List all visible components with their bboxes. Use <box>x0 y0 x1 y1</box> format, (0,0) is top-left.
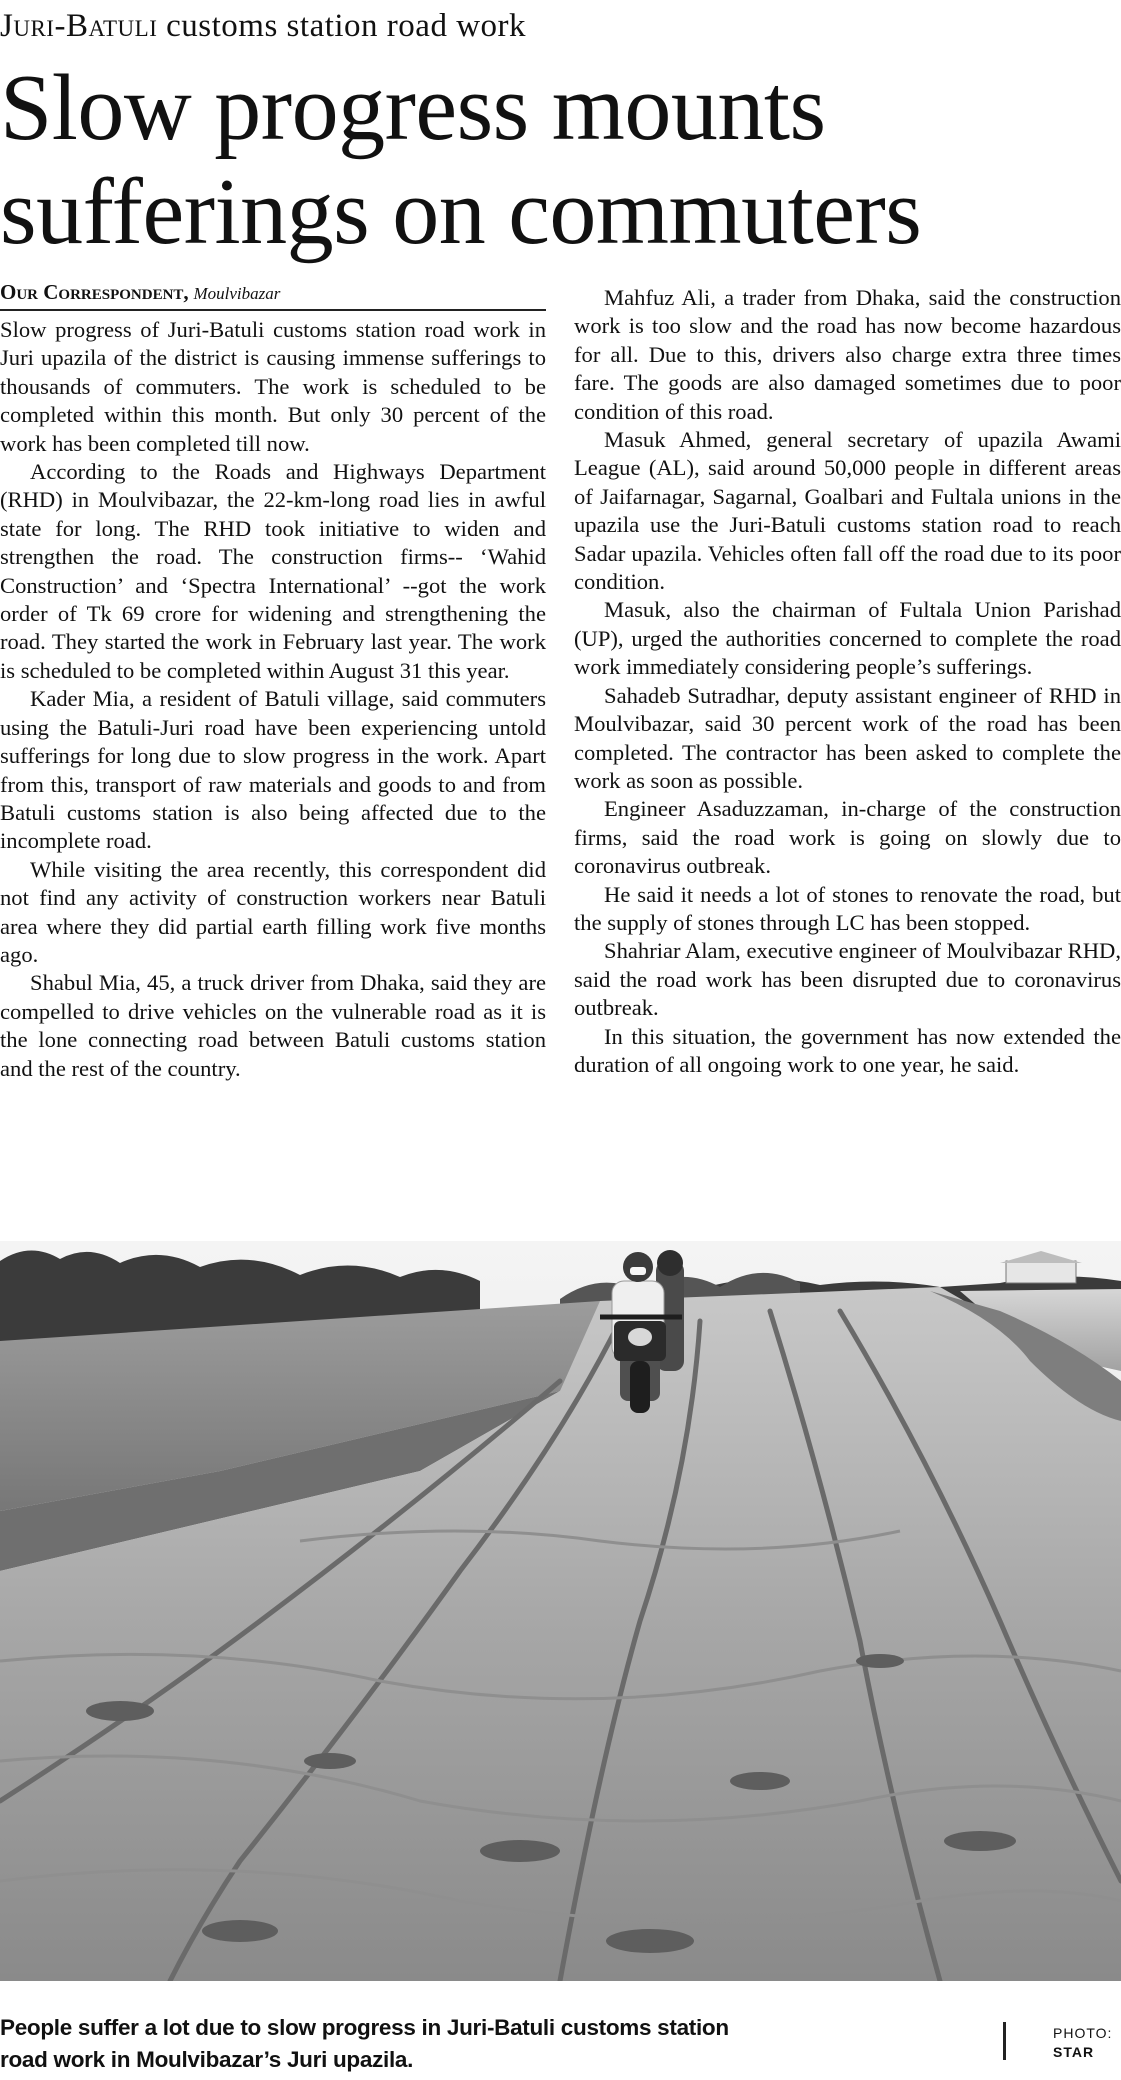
article-paragraph: In this situation, the government has now extended the duration of all ongoing work to one year, he said. <box>574 1023 1121 1077</box>
article-paragraph: Masuk, also the chairman of Fultala Union Parishad (UP), urged the authorities concerned to complete the road work immediately considering people’s sufferings. <box>574 597 1121 680</box>
kicker-lead: Juri-Batuli <box>0 8 158 44</box>
article-paragraph: While visiting the area recently, this correspondent did not find any activity of construction workers near Batuli area where they did partial earth filling work five months ago. <box>0 856 546 967</box>
road-scene-illustration <box>0 1241 1121 1981</box>
rear-rider-head <box>657 1250 683 1276</box>
article-column-left <box>0 316 546 1083</box>
byline-name: Our Correspondent, <box>0 280 189 304</box>
credit-agency: STAR <box>1053 2044 1095 2060</box>
article-paragraph: Mahfuz Ali, a trader from Dhaka, said the construction work is too slow and the road has now become hazardous for all. Due to this, drivers also charge extra three times fare. The goods are also damaged sometimes due to poor condition of this road. <box>574 285 1121 424</box>
caption-line-1: People suffer a lot due to slow progress in Juri-Batuli customs station <box>0 2015 729 2040</box>
photo-credit <box>1053 2024 1121 2062</box>
byline-rule <box>0 309 546 311</box>
motorcycle-headlight <box>628 1328 652 1346</box>
photo-caption <box>0 2012 800 2076</box>
credit-divider <box>1003 2022 1006 2060</box>
article-paragraph: Kader Mia, a resident of Batuli village, said commuters using the Batuli-Juri road have been experiencing untold sufferings for long due to slow progress in the work. Apart from this, transport of raw materials and goods to and from Batuli customs station is also being affected due to the incomplete road. <box>0 686 546 854</box>
byline-place: Moulvibazar <box>193 284 281 303</box>
article-paragraph: Masuk Ahmed, general secretary of upazila Awami League (AL), said around 50,000 people in different areas of Jaifarnagar, Sagarnal, Goalbari and Fultala unions in the upazila use the Juri-Batuli customs station road to reach Sadar upazila. Vehicles often fall off the road due to its poor condition. <box>574 427 1121 595</box>
kicker <box>0 6 1121 46</box>
motorcycle-front-wheel <box>630 1361 650 1413</box>
article-paragraph: Sahadeb Sutradhar, deputy assistant engineer of RHD in Moulvibazar, said 30 percent work of the road has been completed. The contractor has been asked to complete the work as soon as possible. <box>574 682 1121 793</box>
headline <box>0 56 1121 264</box>
kicker-rest: customs station road work <box>166 8 527 44</box>
caption-line-2: road work in Moulvibazar’s Juri upazila. <box>0 2047 414 2072</box>
article-paragraph: Shahriar Alam, executive engineer of Moulvibazar RHD, said the road work has been disrupted due to coronavirus outbreak. <box>574 938 1121 1021</box>
news-photo <box>0 1241 1121 1981</box>
distant-building <box>1006 1261 1076 1283</box>
article-paragraph: Engineer Asaduzzaman, in-charge of the construction firms, said the road work is going on slowly due to coronavirus outbreak. <box>574 796 1121 879</box>
headline-line-1: Slow progress mounts <box>0 56 826 160</box>
article-paragraph: He said it needs a lot of stones to renovate the road, but the supply of stones through LC has been stopped. <box>574 881 1121 935</box>
face-mask <box>630 1267 646 1275</box>
headline-line-2: sufferings on commuters <box>0 160 922 264</box>
article-paragraph: Shabul Mia, 45, a truck driver from Dhaka, said they are compelled to drive vehicles on the vulnerable road as it is the lone connecting road between Batuli customs station and the rest of the country. <box>0 970 546 1081</box>
credit-label: PHOTO: <box>1053 2025 1113 2041</box>
article-column-right <box>574 284 1121 1079</box>
article-paragraph: Slow progress of Juri-Batuli customs station road work in Juri upazila of the district is causing immense sufferings to thousands of commuters. The work is scheduled to be completed within this month. But only 30 percent of the work has been completed till now. <box>0 317 546 456</box>
byline <box>0 280 545 306</box>
article-paragraph: According to the Roads and Highways Department (RHD) in Moulvibazar, the 22-km-long road lies in awful state for long. The RHD took initiative to widen and strengthen the road. The construction firms-- ‘Wahid Construction’ and ‘Spectra International’ --got the work order of Tk 69 crore for widening and strengthening the road. They started the work in February last year. The work is scheduled to be completed within August 31 this year. <box>0 459 546 683</box>
